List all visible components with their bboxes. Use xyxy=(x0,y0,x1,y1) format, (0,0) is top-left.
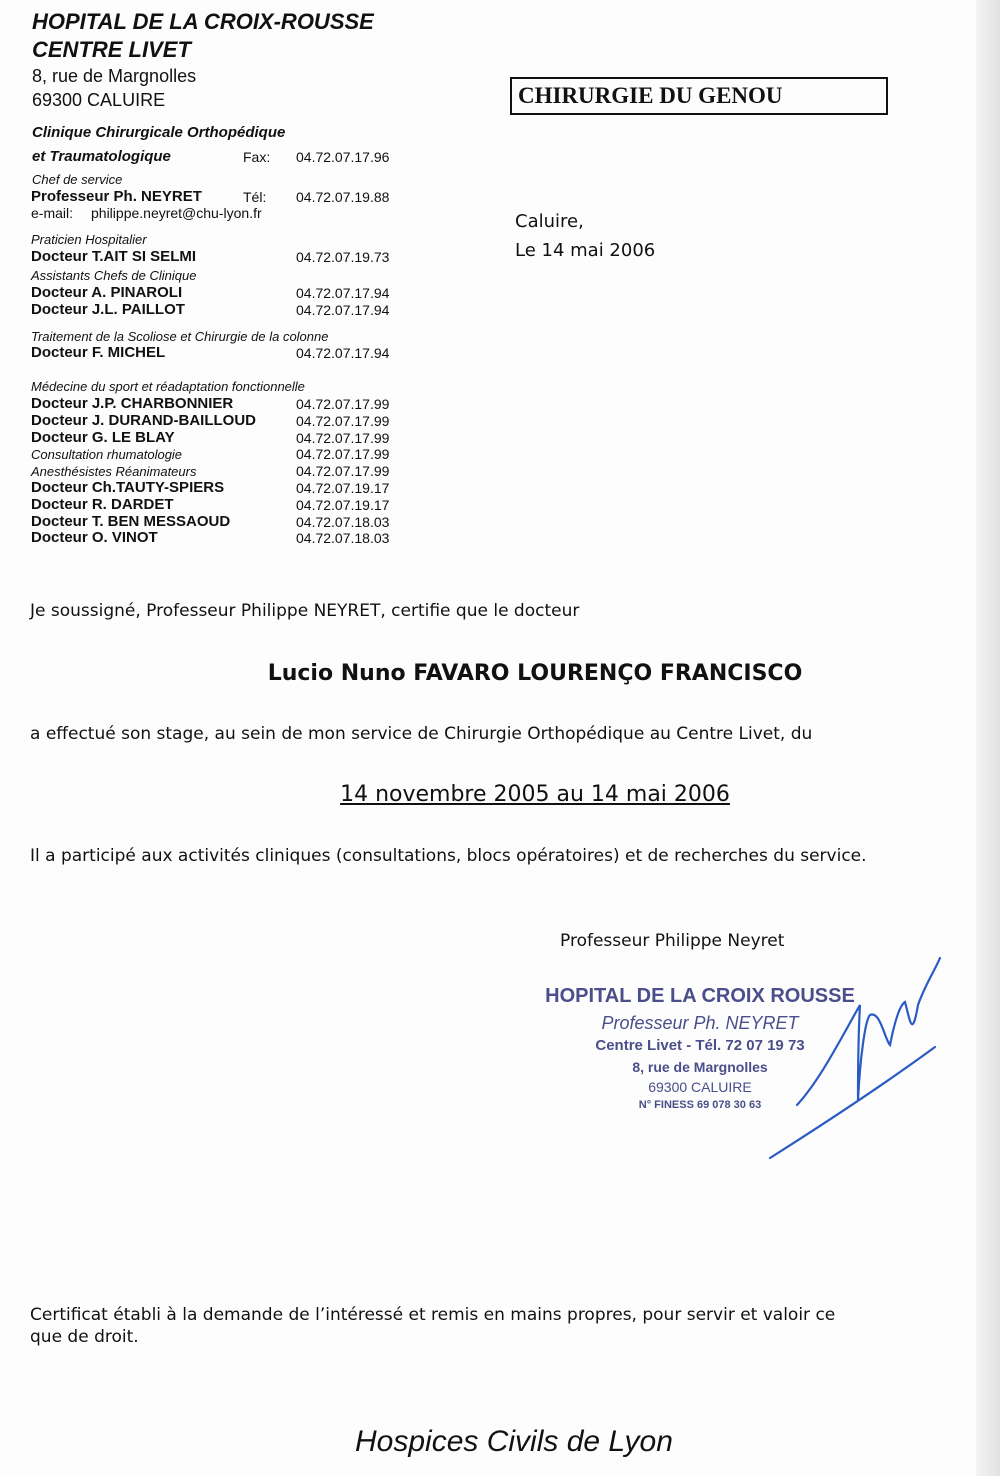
closing-line2: que de droit. xyxy=(30,1327,139,1347)
clinic-line1: Clinique Chirurgicale Orthopédique xyxy=(32,124,286,141)
assistants-caption: Assistants Chefs de Clinique xyxy=(31,268,197,283)
staff-name: Docteur Ch.TAUTY-SPIERS xyxy=(31,479,225,496)
staff-phone: 04.72.07.18.03 xyxy=(296,530,390,547)
email-label: e-mail: xyxy=(31,205,74,221)
intro-text: Je soussigné, Professeur Philippe NEYRET, certifie que le docteur xyxy=(30,601,580,621)
stamp-city: 69300 CALUIRE xyxy=(648,1079,752,1095)
staff-phone: 04.72.07.18.03 xyxy=(296,513,390,530)
staff-phone: 04.72.07.17.99 xyxy=(296,463,390,480)
closing-line1: Certificat établi à la demande de l’intéressé et remis en mains propres, pour servir et valoir ce xyxy=(30,1305,836,1325)
department-box: CHIRURGIE DU GENOU xyxy=(510,77,888,115)
fax-label: Fax: xyxy=(243,149,271,165)
signatory-name: Professeur Philippe Neyret xyxy=(560,931,785,951)
place: Caluire, xyxy=(515,211,584,232)
staff-phone: 04.72.07.17.99 xyxy=(296,412,390,429)
letter-date: Le 14 mai 2006 xyxy=(515,240,656,261)
stamp-centre: Centre Livet - Tél. 72 07 19 73 xyxy=(595,1037,805,1054)
hospital-name: HOPITAL DE LA CROIX-ROUSSE xyxy=(32,9,374,34)
stage-text: a effectué son stage, au sein de mon service de Chirurgie Orthopédique au Centre Livet, du xyxy=(30,724,813,744)
footer-institution: Hospices Civils de Lyon xyxy=(355,1425,673,1458)
sport-caption: Médecine du sport et réadaptation fonctionnelle xyxy=(31,379,305,394)
staff-name: Docteur J. DURAND-BAILLOUD xyxy=(31,411,256,429)
stage-period: 14 novembre 2005 au 14 mai 2006 xyxy=(340,782,730,807)
stamp-finess: N° FINESS 69 078 30 63 xyxy=(638,1099,762,1111)
staff-phone: 04.72.07.17.99 xyxy=(296,446,390,463)
staff-phone: 04.72.07.19.17 xyxy=(296,480,390,496)
staff-name: Anesthésistes Réanimateurs xyxy=(31,464,197,480)
stamp-street: 8, rue de Margnolles xyxy=(632,1059,768,1075)
praticien-name: Docteur T.AIT SI SELMI xyxy=(31,248,197,265)
staff-name: Docteur J.P. CHARBONNIER xyxy=(31,395,234,412)
activities-text: Il a participé aux activités cliniques (consultations, blocs opératoires) et de recherches du service. xyxy=(30,846,867,866)
praticien-caption: Praticien Hospitalier xyxy=(31,232,147,247)
stamp-professor: Professeur Ph. NEYRET xyxy=(601,1013,799,1033)
stamp-hospital: HOPITAL DE LA CROIX ROUSSE xyxy=(545,985,855,1007)
staff-name: Docteur T. BEN MESSAOUD xyxy=(31,512,231,530)
centre-name: CENTRE LIVET xyxy=(32,37,191,62)
staff-name: Consultation rhumatologie xyxy=(31,447,183,463)
assistant-name: Docteur J.L. PAILLOT xyxy=(31,301,185,318)
staff-name: Docteur R. DARDET xyxy=(31,495,174,513)
clinic-line2: et Traumatologique xyxy=(32,148,171,165)
scoliose-name: Docteur F. MICHEL xyxy=(31,344,166,361)
chef-caption: Chef de service xyxy=(32,172,123,187)
city: 69300 CALUIRE xyxy=(32,90,166,110)
assistant-phone: 04.72.07.17.94 xyxy=(296,285,390,301)
staff-name: Docteur G. LE BLAY xyxy=(31,428,175,446)
chef-tel: 04.72.07.19.88 xyxy=(296,189,390,205)
staff-name: Docteur O. VINOT xyxy=(31,529,158,547)
tel-label: Tél: xyxy=(243,189,267,205)
email: philippe.neyret@chu-lyon.fr xyxy=(91,205,262,221)
scoliose-phone: 04.72.07.17.94 xyxy=(296,345,390,361)
doctor-name: Lucio Nuno FAVARO LOURENÇO FRANCISCO xyxy=(267,661,803,686)
praticien-phone: 04.72.07.19.73 xyxy=(296,249,390,265)
fax-number: 04.72.07.17.96 xyxy=(296,149,390,165)
staff-phone: 04.72.07.17.99 xyxy=(296,429,390,446)
street: 8, rue de Margnolles xyxy=(32,66,197,86)
scoliose-caption: Traitement de la Scoliose et Chirurgie de la colonne xyxy=(31,329,329,344)
staff-phone: 04.72.07.19.17 xyxy=(296,496,390,513)
assistant-phone: 04.72.07.17.94 xyxy=(296,302,390,318)
assistant-name: Docteur A. PINAROLI xyxy=(31,284,183,301)
staff-phone: 04.72.07.17.99 xyxy=(296,396,390,412)
chef-name: Professeur Ph. NEYRET xyxy=(31,188,202,205)
